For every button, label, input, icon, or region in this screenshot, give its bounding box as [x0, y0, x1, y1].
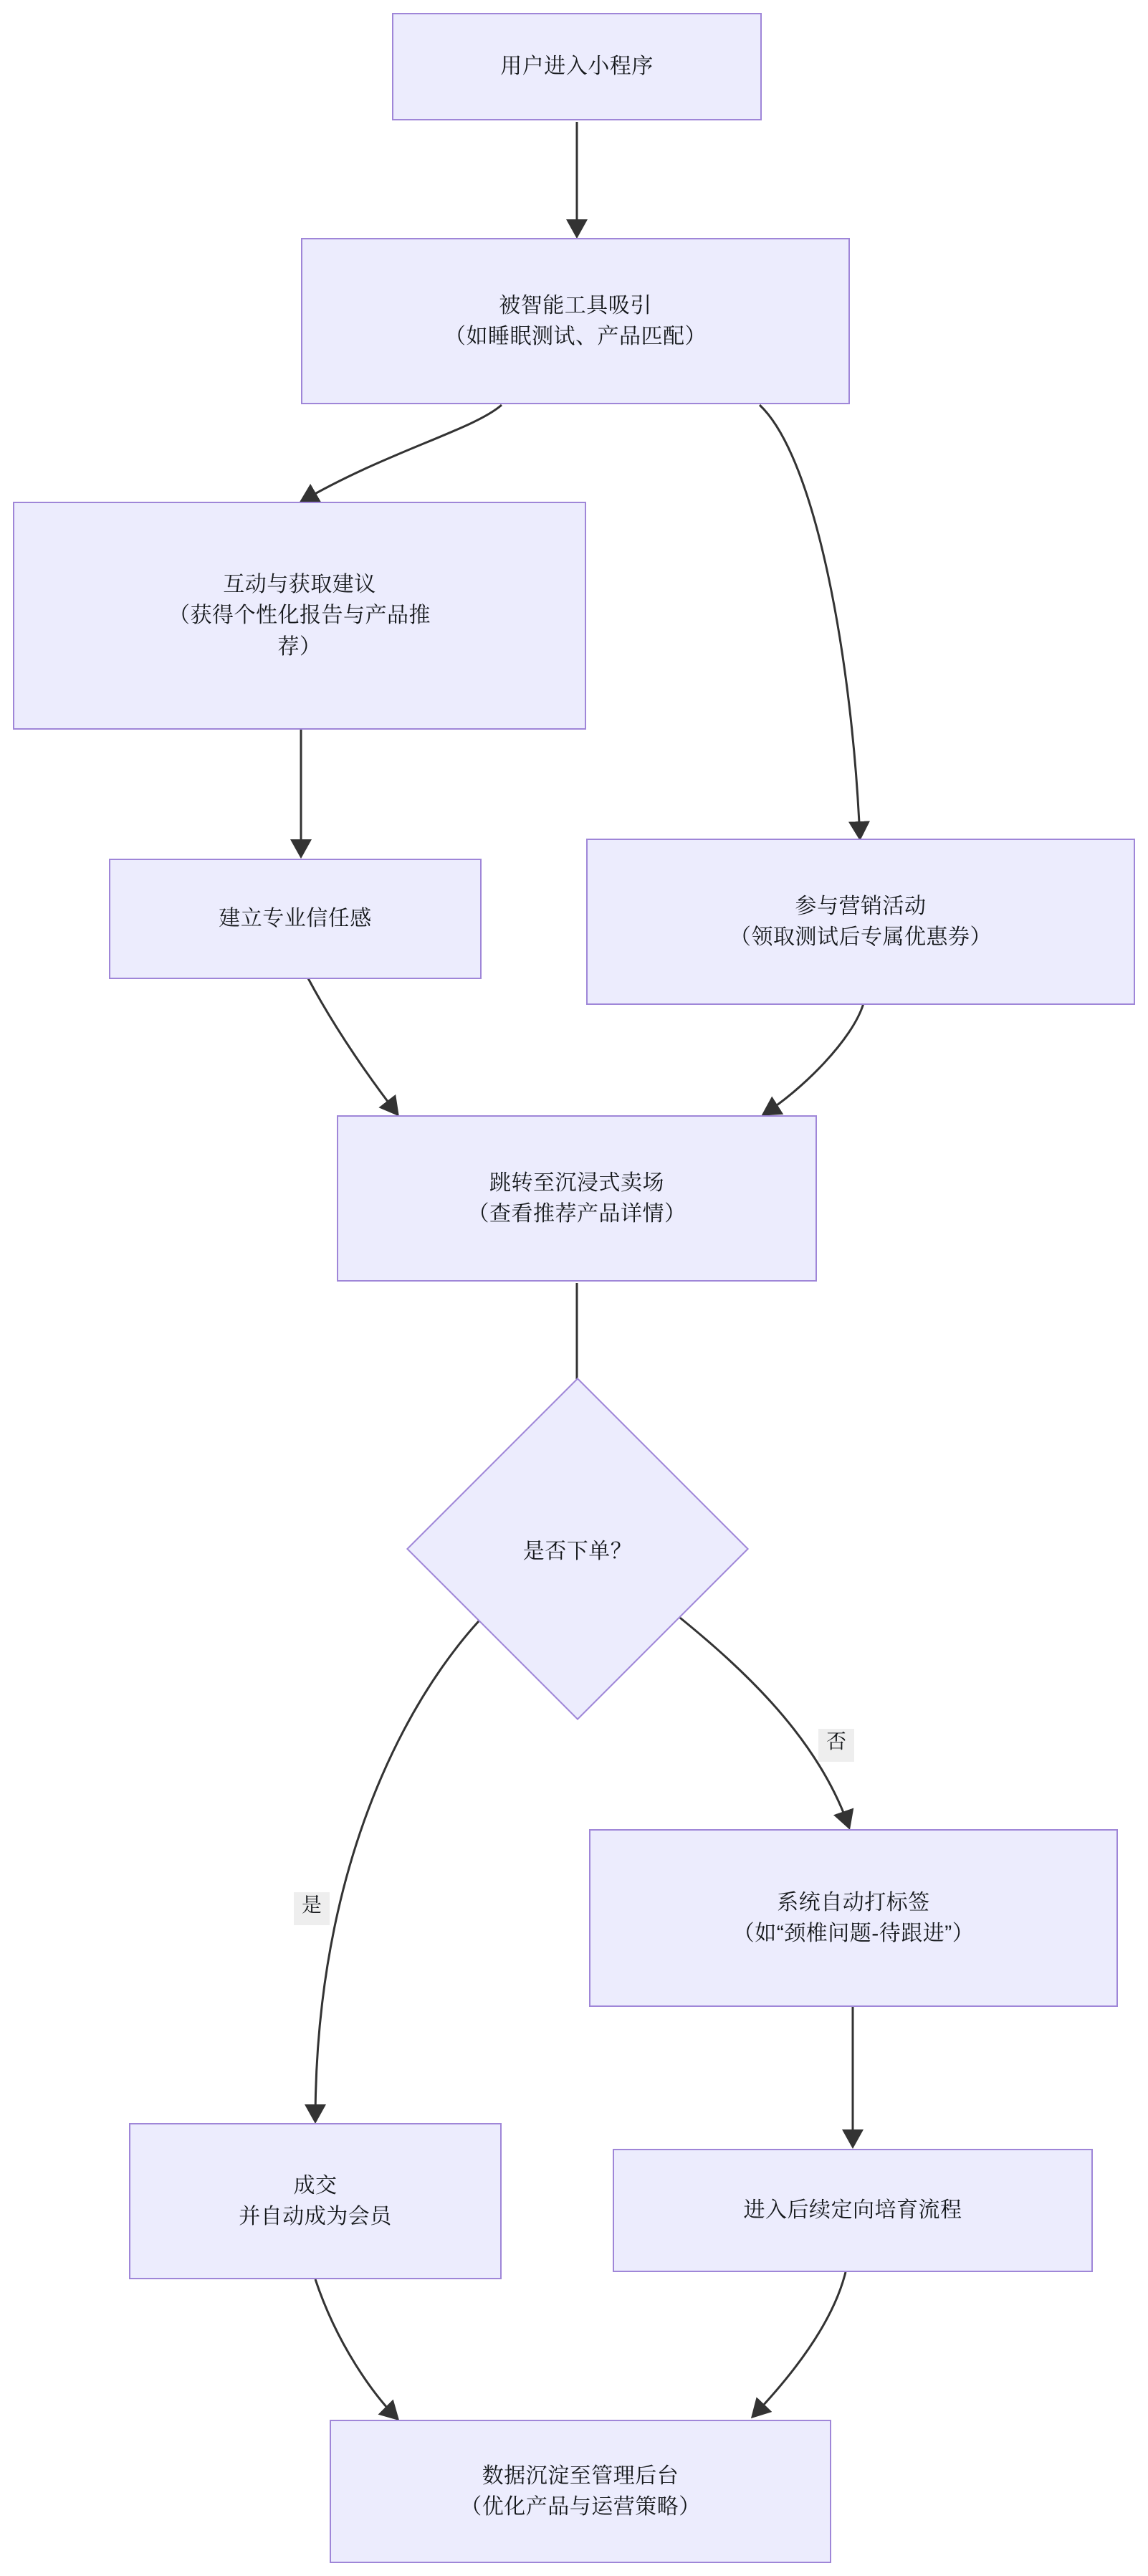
node-line: （获得个性化报告与产品推 — [168, 604, 431, 628]
node-line: 建立专业信任感 — [219, 907, 372, 931]
edge-n4-n6 — [763, 1003, 864, 1115]
node-line: 进入后续定向培育流程 — [743, 2198, 962, 2223]
edge-n2-n4 — [760, 405, 860, 839]
node-line: 并自动成为会员 — [239, 2205, 392, 2228]
edge-label-yes: 是 — [294, 1892, 330, 1925]
node-attracted-by-smart-tool[interactable] — [301, 238, 850, 404]
edge-n10-n11 — [752, 2272, 846, 2417]
node-system-auto-tagging[interactable] — [589, 1829, 1118, 2007]
node-build-professional-trust[interactable] — [109, 859, 482, 979]
edge-n9-n11 — [315, 2279, 398, 2419]
node-order-decision — [456, 1428, 699, 1670]
node-interaction-and-advice[interactable] — [13, 502, 586, 730]
node-line: 成交 — [293, 2173, 338, 2198]
node-line: （领取测试后专属优惠券） — [730, 925, 992, 949]
node-jump-to-immersive-store[interactable] — [337, 1115, 817, 1282]
node-data-to-admin-backend[interactable] — [330, 2420, 831, 2563]
node-line: 数据沉淀至管理后台 — [482, 2463, 679, 2488]
node-line: 参与营销活动 — [795, 894, 927, 918]
node-line: 系统自动打标签 — [777, 1890, 930, 1914]
node-line: 被智能工具吸引 — [499, 293, 652, 318]
node-deal-and-become-member[interactable] — [129, 2123, 502, 2279]
node-line: 是否下单？ — [522, 1540, 633, 1563]
edge-label-no: 否 — [818, 1729, 854, 1762]
node-line: （优化产品与运营策略） — [460, 2495, 701, 2519]
edge-n7-n9-yes — [315, 1598, 502, 2122]
node-line: 荐） — [277, 634, 322, 659]
node-line: 跳转至沉浸式卖场 — [489, 1170, 664, 1195]
node-line: 用户进入小程序 — [500, 54, 654, 79]
node-line: 互动与获取建议 — [223, 572, 376, 596]
node-join-marketing-campaign[interactable] — [586, 839, 1135, 1005]
node-line: （如睡眠测试、产品匹配） — [444, 325, 707, 348]
node-line: （如“颈椎问题-待跟进”） — [732, 1922, 975, 1945]
node-line: （查看推荐产品详情） — [467, 1202, 687, 1226]
node-enter-nurturing-flow[interactable] — [613, 2149, 1093, 2272]
node-user-enters-miniprogram[interactable] — [392, 13, 762, 120]
edge-n2-n3 — [301, 405, 502, 502]
edge-n5-n6 — [308, 978, 398, 1115]
